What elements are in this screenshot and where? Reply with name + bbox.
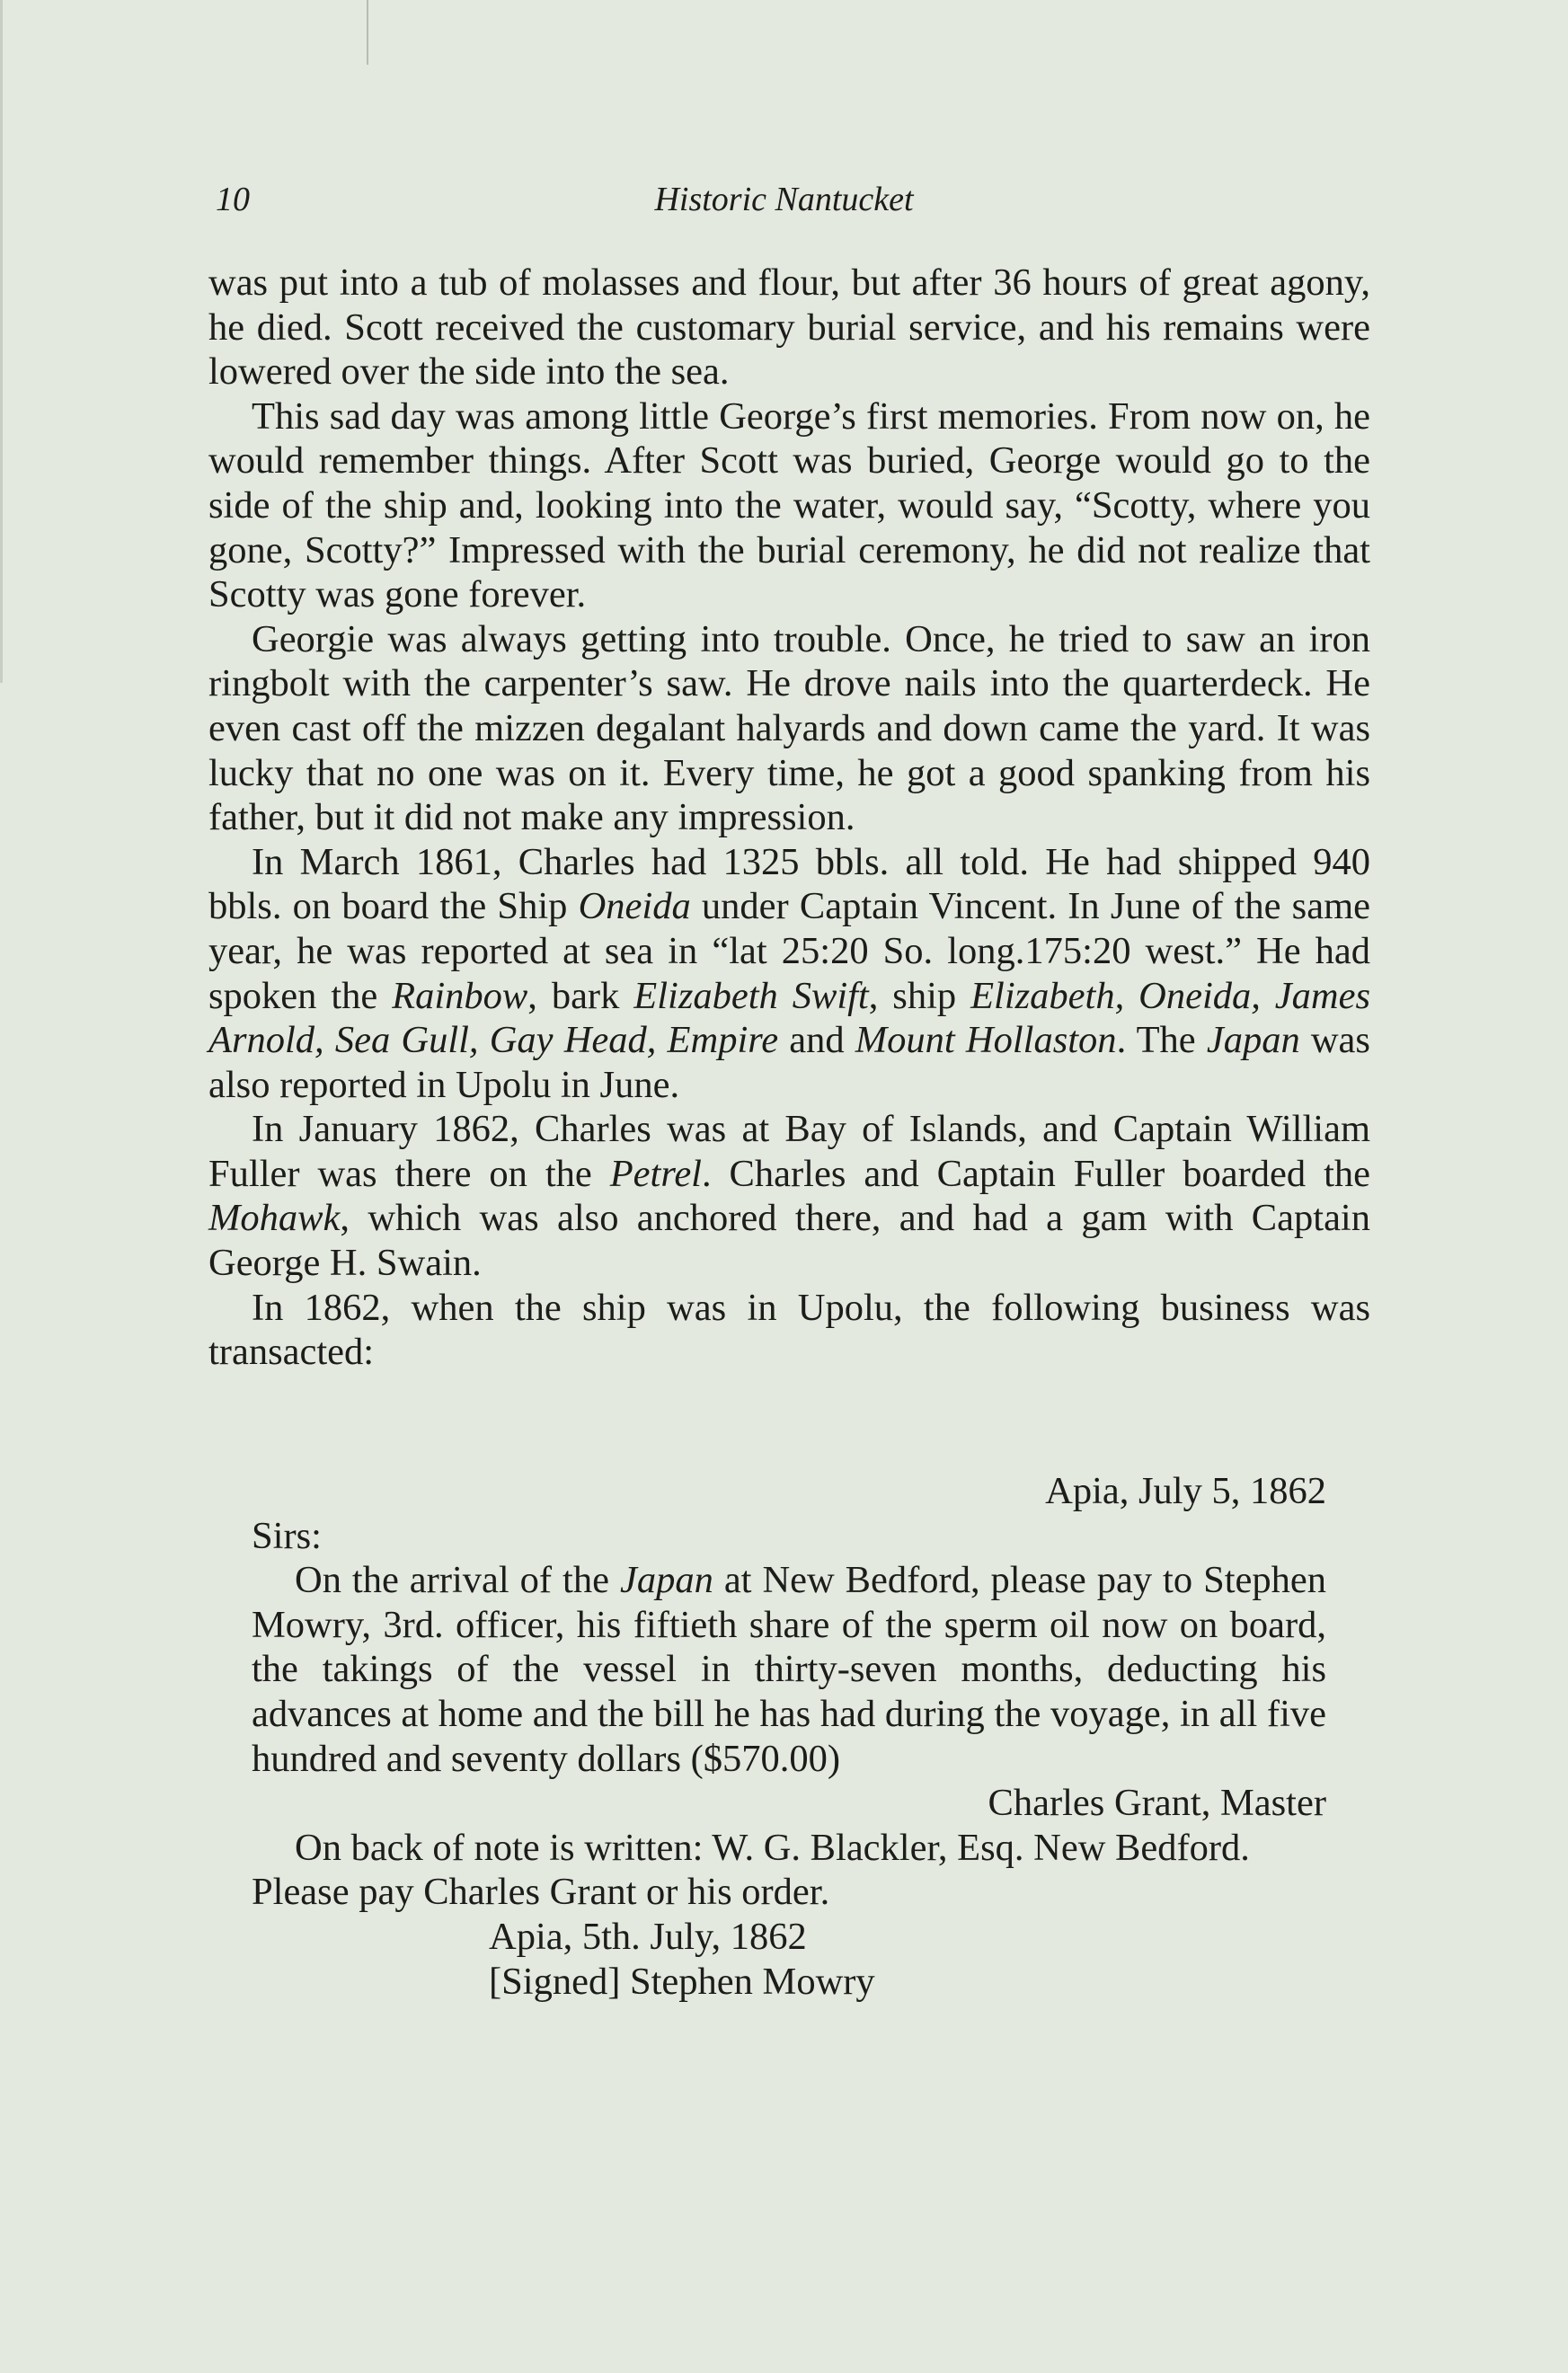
text-run: under Captain Vincent. In June of the same year, he was reported at sea in “lat 25:20 So. long.175:20 west.” He had spoken the: [208, 885, 1371, 1017]
text-run: and: [778, 1019, 855, 1062]
text-run: , bark: [527, 974, 634, 1017]
letter-salutation: Sirs:: [252, 1514, 322, 1557]
endorsement-line-2: Please pay Charles Grant or his order.: [252, 1871, 830, 1914]
endorsement: [252, 1826, 1326, 1915]
ship-name: Japan: [619, 1559, 713, 1602]
quoted-letter: [252, 1469, 1326, 2004]
text-run: at New Bedford, please pay to Stephen Mowry, 3rd. officer, his fiftieth share of the sperm oil now on board, the takings of the vessel in thirty-seven months, deducting his advances at home and the bill he has had during the voyage, in all five hundred and seventy dollars ($570.00): [252, 1559, 1327, 1780]
paragraph-3: Georgie was always getting into trouble. Once, he tried to saw an iron ringbolt with the carpenter’s saw. He drove nails into the quarterdeck. He even cast off the mizzen degalant halyards and down came the yard. It was lucky that no one was on it. Every time, he got a good spanking from his father, but it did not make any impression.: [208, 617, 1370, 839]
text-run: was also reported in Upolu in June.: [208, 1019, 1370, 1106]
page-number: 10: [216, 181, 250, 218]
ship-names: Elizabeth, Oneida, James Arnold, Sea Gull, Gay Head, Empire: [208, 974, 1371, 1062]
running-title: Historic Nantucket: [654, 181, 914, 218]
ship-name: Petrel: [609, 1152, 702, 1195]
text-run: , ship: [868, 974, 971, 1017]
paragraph-4: [208, 840, 1370, 1108]
ship-name: Elizabeth Swift: [633, 974, 869, 1017]
text-run: In January 1862, Charles was at Bay of Islands, and Captain William Fuller was there on the: [208, 1108, 1370, 1195]
ship-name: Mount Hollaston: [855, 1019, 1117, 1062]
endorsement-date: Apia, 5th. July, 1862: [489, 1915, 807, 1958]
endorsement-line-1: On back of note is written: W. G. Blackler, Esq. New Bedford.: [295, 1826, 1250, 1869]
ship-name: Mohawk: [208, 1197, 341, 1240]
letter-dateline: Apia, July 5, 1862: [1045, 1470, 1326, 1512]
ship-name: Oneida: [578, 885, 691, 928]
paragraph-5: [208, 1107, 1370, 1285]
ship-name: Japan: [1206, 1019, 1300, 1062]
body-text: [208, 261, 1370, 1375]
running-head: [0, 180, 1568, 230]
text-run: On the arrival of the: [295, 1559, 620, 1602]
text-run: , which was also anchored there, and had a gam with Captain George H. Swain.: [208, 1197, 1370, 1285]
ship-name: Rainbow: [392, 974, 528, 1017]
letter-body: [252, 1558, 1326, 1781]
page-edge-shadow: [0, 0, 3, 683]
text-run: In March 1861, Charles had 1325 bbls. all told. He had shipped 940 bbls. on board the Ship: [208, 840, 1370, 928]
endorsement-signature: [Signed] Stephen Mowry: [489, 1960, 875, 2003]
fold-mark: [367, 0, 368, 65]
paragraph-1: was put into a tub of molasses and flour, but after 36 hours of great agony, he died. Scott received the customary burial service, and his remains were lowered over the side into the sea.: [208, 261, 1370, 394]
text-run: . Charles and Captain Fuller boarded the: [701, 1152, 1370, 1195]
text-run: . The: [1116, 1019, 1207, 1062]
paragraph-6: In 1862, when the ship was in Upolu, the following business was transacted:: [208, 1286, 1370, 1374]
paragraph-2: This sad day was among little George’s first memories. From now on, he would remember things. After Scott was buried, George would go to the side of the ship and, looking into the water, would say, “Scotty, where you gone, Scotty?” Impressed with the burial ceremony, he did not realize that Scotty was gone forever.: [208, 394, 1370, 616]
letter-signature: Charles Grant, Master: [988, 1782, 1326, 1825]
